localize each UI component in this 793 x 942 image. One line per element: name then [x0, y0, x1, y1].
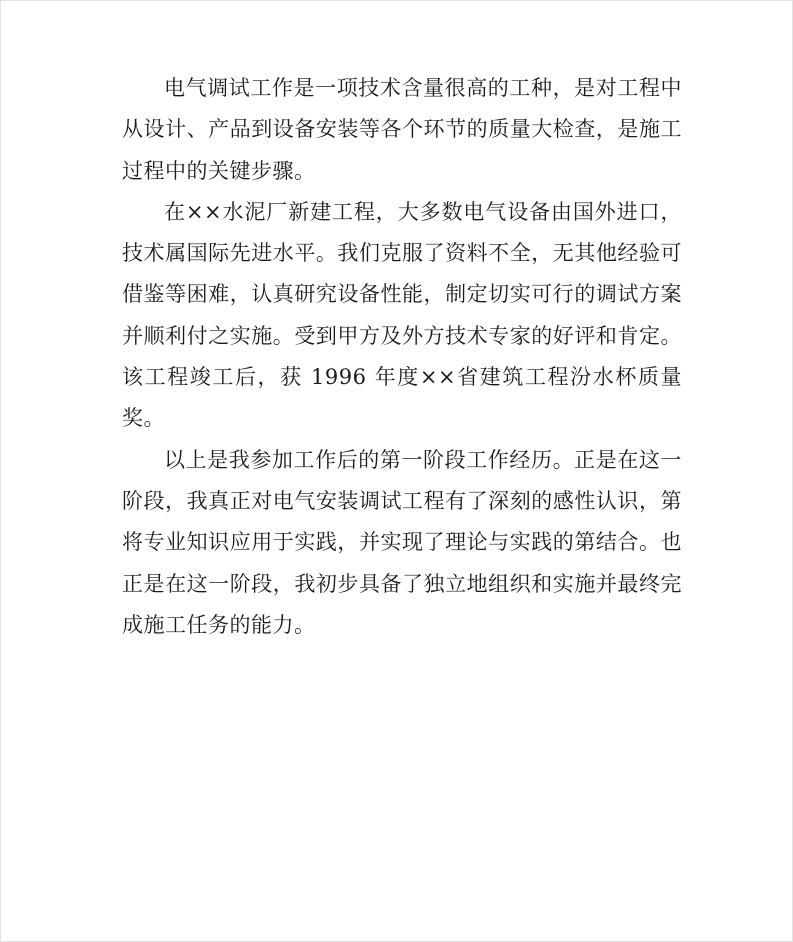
document-body — [122, 68, 682, 646]
paragraph-2: 在××水泥厂新建工程，大多数电气设备由国外进口，技术属国际先进水平。我们克服了资料不全，无其他经验可借鉴等困难，认真研究设备性能，制定切实可行的调试方案并顺利付之实施。受到甲方及外方技术专家的好评和肯定。该工程竣工后，获 1996 年度××省建筑工程汾水杯质量奖。 — [122, 199, 682, 431]
paragraph-3: 以上是我参加工作后的第一阶段工作经历。正是在这一阶段，我真正对电气安装调试工程有了深刻的感性认识，第将专业知识应用于实践，并实现了理论与实践的第结合。也正是在这一阶段，我初步具备了独立地组织和实施并最终完成施工任务的能力。 — [122, 447, 682, 637]
paragraph-1: 电气调试工作是一项技术含量很高的工种，是对工程中从设计、产品到设备安装等各个环节的质量大检查，是施工过程中的关键步骤。 — [122, 76, 682, 183]
